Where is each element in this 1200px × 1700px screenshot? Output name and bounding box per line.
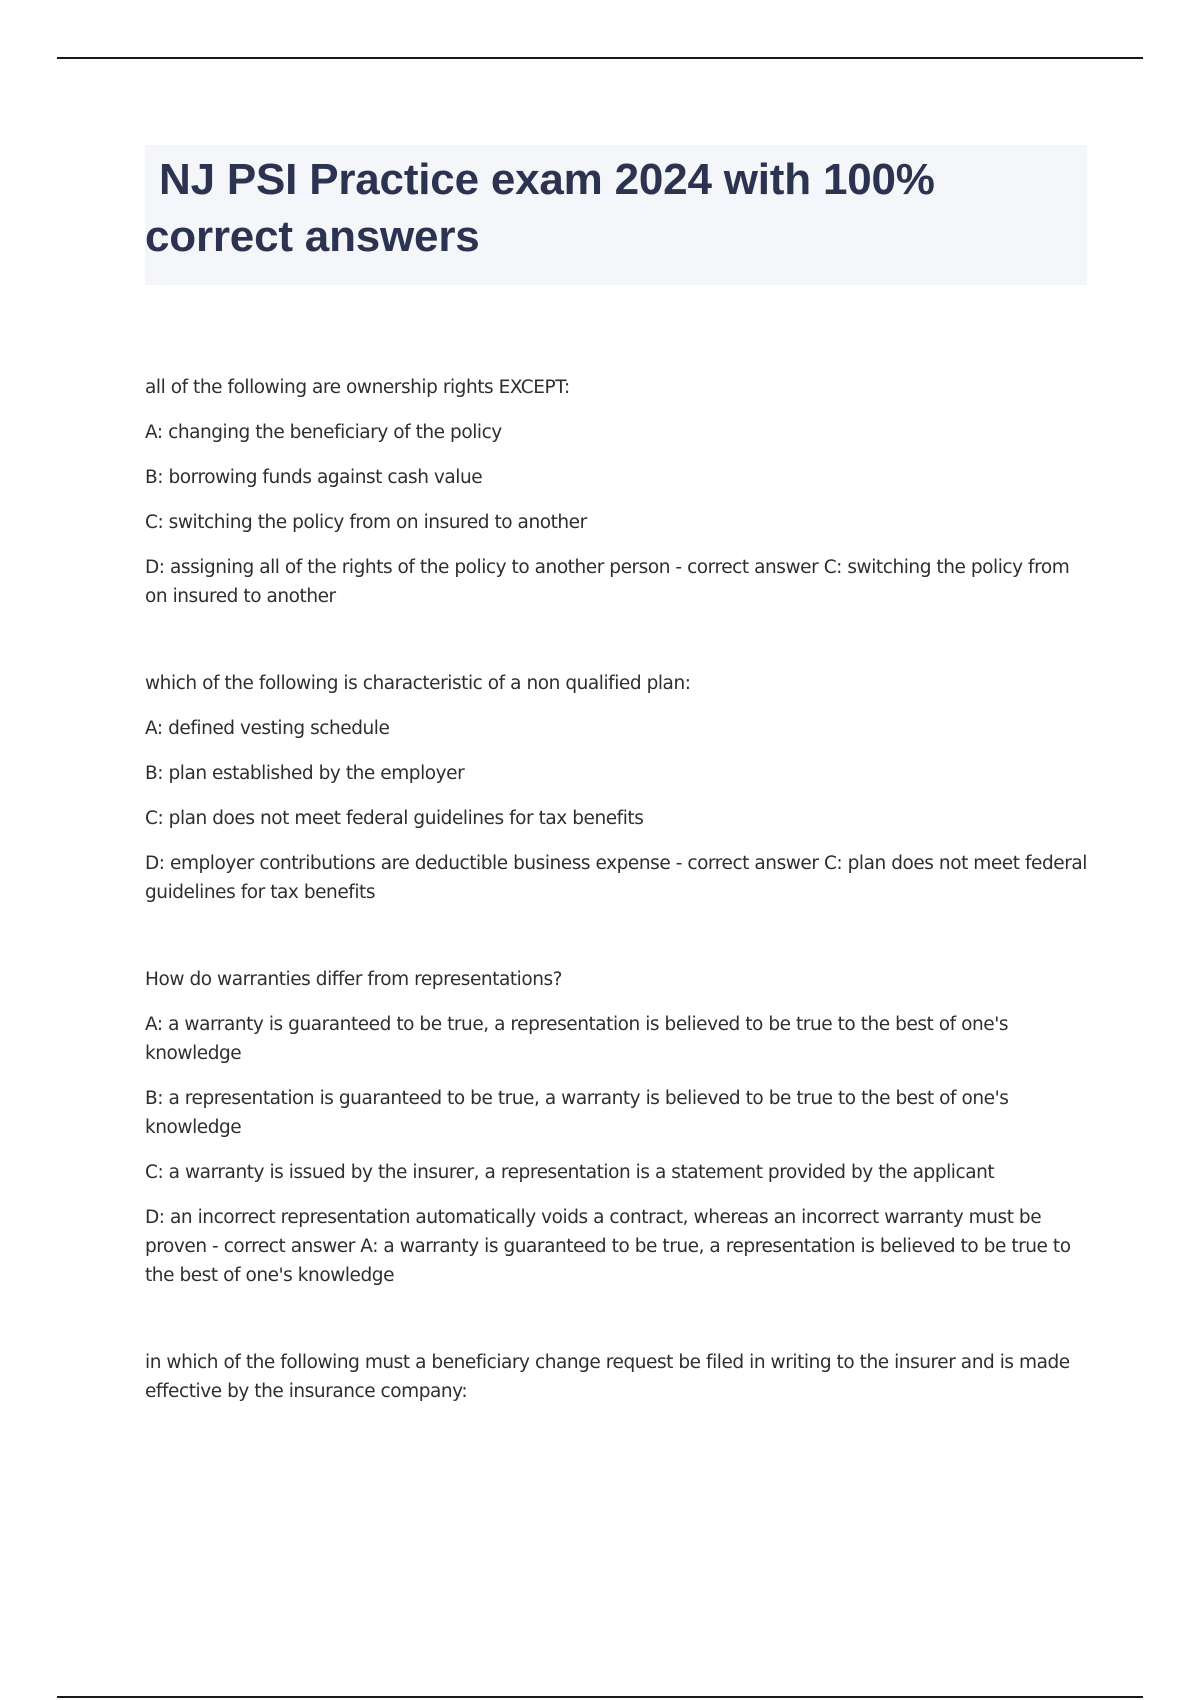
answer-option-a: A: a warranty is guaranteed to be true, a representation is believed to be true to the best of one's knowledge — [145, 1014, 1009, 1064]
answer-option-a: A: changing the beneficiary of the policy — [145, 422, 502, 443]
answer-option-d: D: employer contributions are deductible business expense - correct answer C: plan does not meet federal guidelines for tax benefits — [145, 853, 1087, 903]
document-title — [145, 151, 1087, 265]
question-prompt: How do warranties differ from representations? — [145, 969, 563, 990]
question-1 — [145, 373, 1090, 611]
bottom-divider — [57, 1696, 1143, 1698]
document-title-line-1: NJ PSI Practice exam 2024 with 100% — [159, 155, 935, 204]
question-prompt: which of the following is characteristic of a non qualified plan: — [145, 673, 691, 694]
answer-option-a: A: defined vesting schedule — [145, 718, 390, 739]
answer-option-b: B: a representation is guaranteed to be true, a warranty is believed to be true to the best of one's knowledge — [145, 1088, 1009, 1138]
answer-option-d: D: an incorrect representation automatically voids a contract, whereas an incorrect warranty must be proven - correct answer A: a warranty is guaranteed to be true, a representation is believed to be true to the best of one's knowledge — [145, 1207, 1071, 1286]
answer-option-c: C: switching the policy from on insured to another — [145, 512, 587, 533]
top-divider — [57, 57, 1143, 59]
question-3 — [145, 965, 1090, 1290]
question-prompt: all of the following are ownership rights EXCEPT: — [145, 377, 570, 398]
answer-option-c: C: a warranty is issued by the insurer, a representation is a statement provided by the applicant — [145, 1162, 995, 1183]
answer-option-b: B: borrowing funds against cash value — [145, 467, 483, 488]
question-4 — [145, 1348, 1090, 1406]
answer-option-c: C: plan does not meet federal guidelines for tax benefits — [145, 808, 644, 829]
title-banner — [145, 145, 1087, 285]
document-body — [145, 373, 1090, 1464]
question-prompt: in which of the following must a beneficiary change request be filed in writing to the insurer and is made effective by the insurance company: — [145, 1352, 1070, 1402]
question-2 — [145, 669, 1090, 907]
answer-option-d: D: assigning all of the rights of the policy to another person - correct answer C: switching the policy from on insured to another — [145, 557, 1070, 607]
answer-option-b: B: plan established by the employer — [145, 763, 465, 784]
document-title-line-2: correct answers — [145, 212, 480, 261]
